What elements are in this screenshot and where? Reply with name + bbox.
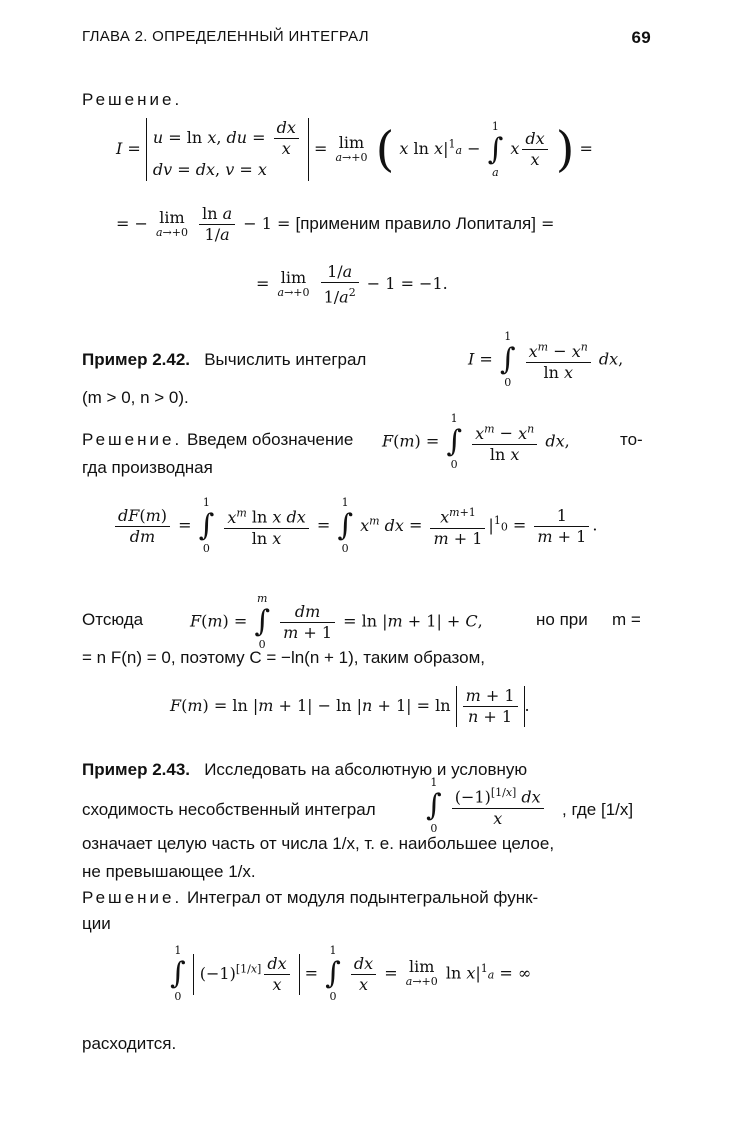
example-2-43-solution-line2: ции	[82, 914, 111, 933]
solution1-equation-line1: I = u = ln x, du = $\frac{dx}{x}$ dv = dx, v = x = lim a→+0 ( x $\ln x|^1a$ − 1 ∫ a x $\frac{dx}{x}$ ) =	[116, 118, 593, 179]
chapter-header: ГЛАВА 2. ОПРЕДЕЛЕННЫЙ ИНТЕГРАЛ	[82, 28, 369, 45]
example-2-43-solution-line1: Решение. Интеграл от модуля подынтегральной функ-	[82, 888, 539, 907]
example-2-42-result: F(m) = ln |m + 1| − ln |n + 1| = ln $\frac{m + 1}{n + 1}$ .	[170, 686, 530, 726]
example-2-42-formula: I = 1 ∫ 0 $\frac{x^m - x^n}{\text{ln x}}$ dx,	[468, 330, 624, 389]
example-2-42-condition: (m > 0, n > 0).	[82, 388, 189, 407]
example-2-42-text: Вычислить интеграл	[204, 350, 367, 369]
example-2-42-fm-definition: F(m) = 1 ∫ 0 $\frac{x^m - x^n}{\text{ln x}}$ dx,	[382, 412, 570, 471]
example-2-42-hyphen: то-	[620, 430, 643, 449]
example-2-43-text-e: не превышающее 1/x.	[82, 862, 256, 881]
page-number: 69	[631, 28, 651, 47]
solution-label: Решение.	[82, 90, 183, 109]
example-2-43-title: Пример 2.43.	[82, 760, 191, 779]
example-2-43-text-d: означает целую часть от числа 1/x, т. е. наибольшее целое,	[82, 834, 555, 853]
example-2-43-integral: 1 ∫ 0 (−1)[1/x] $\frac{dx}{x}$ = 1 ∫ 0 $\frac{dx}{x}$ = lim a→+0 $\ln x|^1a$ = ∞	[170, 944, 532, 1003]
example-2-43-text-c: , где [1/x]	[562, 800, 634, 819]
example-2-42-derivative: $\frac{dF(m)}{dm}$ = 1 ∫ 0 $\frac{x^m \ln x dx}{\text{ln x}}$ = 1 ∫ 0 $x^m$ dx = $\frac{x^{m+1}}{m + 1}$ $|^10$ = $\frac{1}{m + 1}$ .	[112, 496, 597, 556]
example-2-43-diverges: расходится.	[82, 1034, 177, 1053]
example-2-42-m-equals: m =	[612, 610, 641, 629]
example-2-42-derivative-intro: гда производная	[82, 458, 213, 477]
example-2-42-hence-label: Отсюда	[82, 610, 144, 629]
example-2-42-hence-line2: = n F(n) = 0, поэтому C = −ln(n + 1), таким образом,	[82, 648, 486, 667]
lopital-note: [применим правило Лопиталя]	[295, 214, 536, 233]
solution1-equation-line3: = lim a→+0 $\frac{1/a}{1/a^2}$ − 1 = −1.	[256, 262, 448, 307]
example-2-43-intro	[82, 756, 654, 783]
example-2-42-title: Пример 2.42.	[82, 350, 191, 369]
example-2-42-solution-line1: Решение. Введем обозначение	[82, 430, 354, 449]
solution1-equation-line2: = − lim a→+0 $\frac{\text{ln a}}{1/a}$ − 1 = [применим правило Лопиталя] =	[116, 204, 555, 244]
example-2-43-text-a: Исследовать на абсолютную и условную	[204, 760, 528, 779]
example-2-43-formula: 1 ∫ 0 $\frac{(-1)^{[1/x]} dx}{x}$	[424, 776, 547, 836]
example-2-42-hence-formula: F(m) = m ∫ 0 $\frac{dm}{m + 1}$ = ln |m + 1| + C,	[190, 592, 483, 651]
example-2-42-but-when: но при	[536, 610, 588, 629]
example-2-43-text-b: сходимость несобственный интеграл	[82, 800, 376, 819]
